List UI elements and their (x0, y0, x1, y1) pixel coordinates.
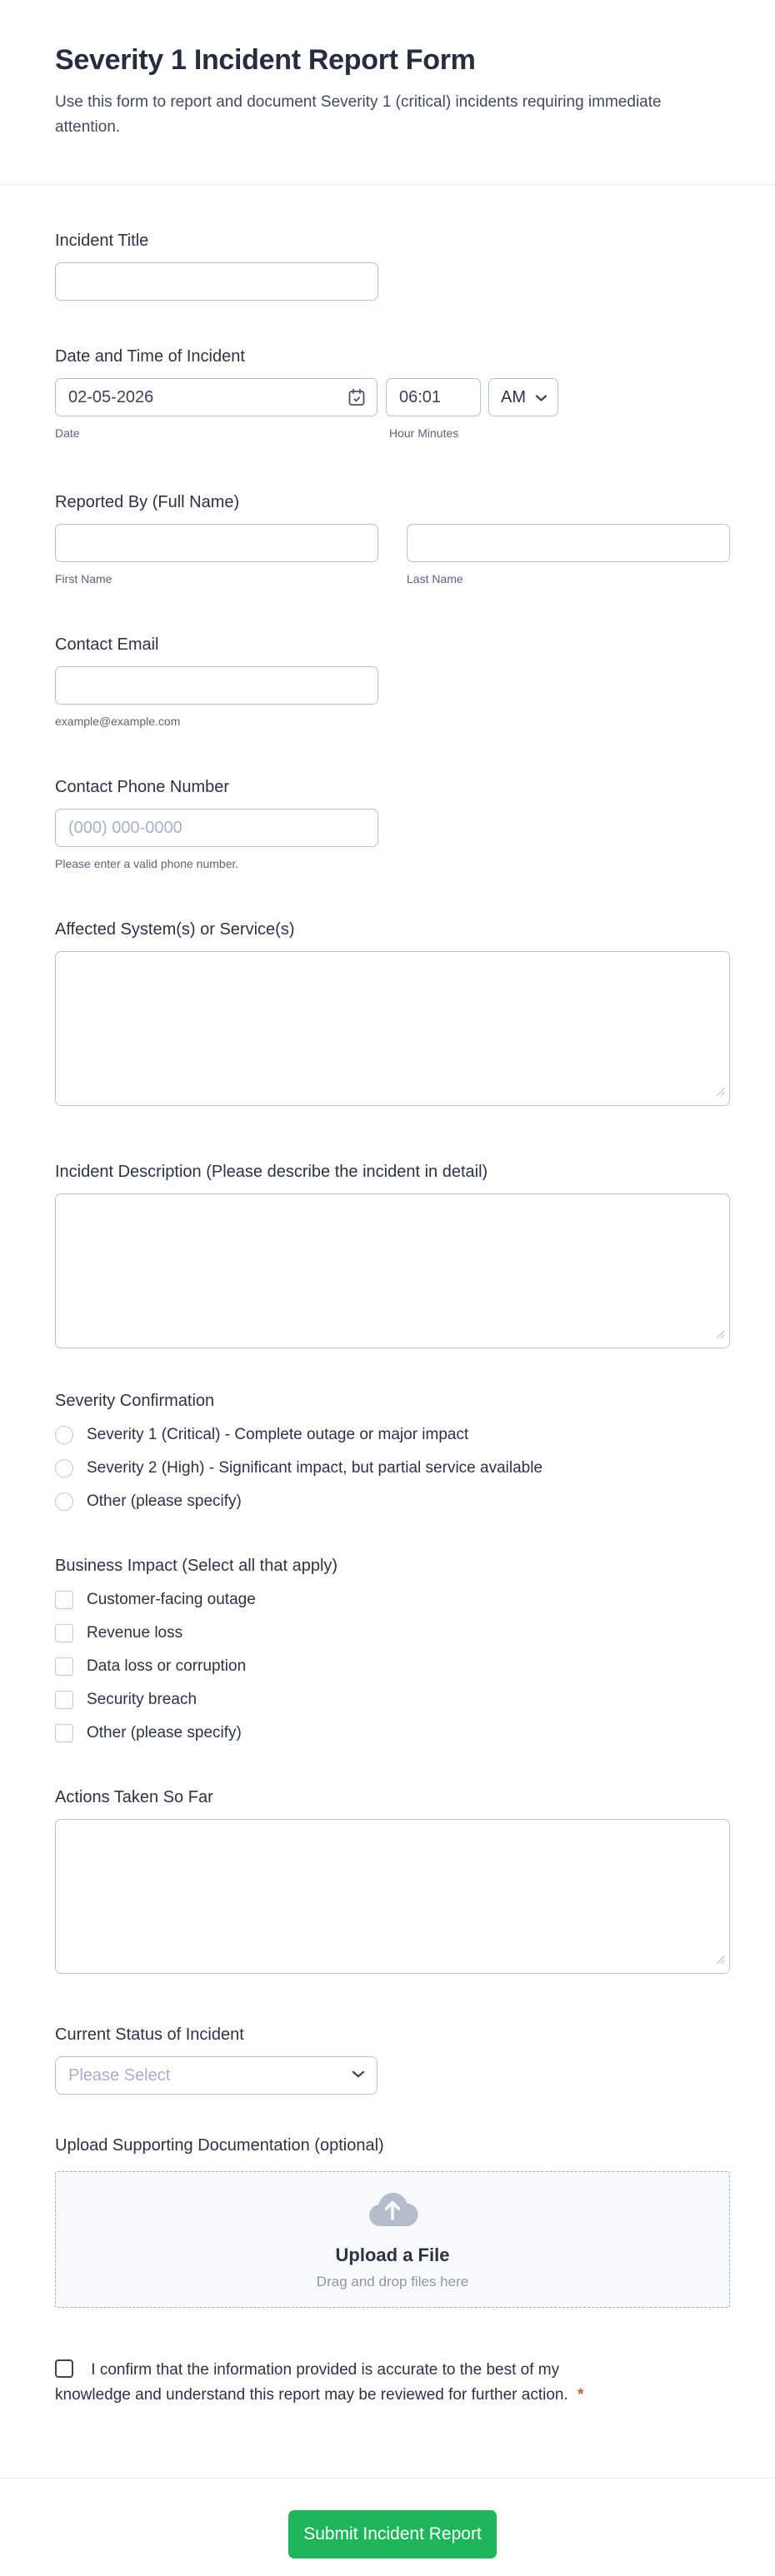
security-breach-checkbox[interactable] (55, 1691, 73, 1709)
first-name-wrap (55, 524, 378, 585)
question-datetime (55, 347, 730, 440)
question-affected-systems (55, 920, 730, 1106)
severity-other-radio[interactable] (55, 1492, 73, 1511)
current-status-label: Current Status of Incident (55, 2025, 244, 2044)
actions-taken-label: Actions Taken So Far (55, 1788, 213, 1806)
name-inputs-row (55, 524, 730, 585)
revenue-loss-checkbox[interactable] (55, 1624, 73, 1642)
question-incident-title (55, 232, 730, 301)
time-sublabel: Hour Minutes (389, 426, 459, 440)
contact-phone-sublabel: Please enter a valid phone number. (55, 857, 239, 870)
contact-email-input[interactable] (55, 666, 378, 705)
file-upload-dropzone[interactable] (55, 2171, 730, 2308)
contact-phone-label: Contact Phone Number (55, 778, 230, 796)
severity-label: Severity Confirmation (55, 1392, 215, 1410)
question-actions-taken (55, 1788, 730, 1974)
question-severity (55, 1392, 730, 1512)
confirmation-text-line2: knowledge and understand this report may be reviewed for further action. * (55, 2386, 584, 2404)
business-impact-option-label: Other (please specify) (87, 1724, 242, 1741)
affected-systems-label: Affected System(s) or Service(s) (55, 920, 295, 939)
cloud-upload-icon (365, 2189, 420, 2233)
incident-description-label: Incident Description (Please describe the incident in detail) (55, 1163, 488, 1181)
datetime-label: Date and Time of Incident (55, 347, 245, 366)
severity-option-label: Severity 2 (High) - Significant impact, but partial service available (87, 1459, 543, 1477)
datetime-sublabels (55, 426, 730, 440)
business-impact-option-label: Revenue loss (87, 1624, 183, 1642)
severity-option-row (55, 1458, 730, 1478)
current-status-select[interactable] (55, 2056, 378, 2095)
business-impact-option-row (55, 1723, 730, 1743)
actions-taken-textarea-wrap (55, 1819, 730, 1974)
severity-option-label: Other (please specify) (87, 1492, 242, 1510)
business-impact-option-row (55, 1623, 730, 1643)
footer-divider (0, 2478, 775, 2479)
severity-2-radio[interactable] (55, 1459, 73, 1477)
contact-email-sublabel: example@example.com (55, 715, 181, 728)
reported-by-label: Reported By (Full Name) (55, 493, 240, 511)
business-impact-option-label: Customer-facing outage (87, 1591, 256, 1608)
severity-option-row (55, 1492, 730, 1512)
chevron-down-icon (535, 388, 548, 407)
question-business-impact (55, 1557, 730, 1743)
confirmation-statement (55, 2358, 713, 2408)
question-current-status (55, 2025, 730, 2095)
other-impact-checkbox[interactable] (55, 1724, 73, 1742)
last-name-sublabel: Last Name (407, 572, 463, 585)
incident-title-input[interactable] (55, 262, 378, 301)
actions-taken-textarea[interactable] (55, 1819, 730, 1974)
form-header (0, 0, 775, 185)
first-name-sublabel: First Name (55, 572, 112, 585)
upload-hint-text: Drag and drop files here (316, 2274, 469, 2290)
incident-description-textarea-wrap (55, 1193, 730, 1348)
contact-email-label: Contact Email (55, 635, 159, 654)
business-impact-label: Business Impact (Select all that apply) (55, 1557, 338, 1575)
severity-option-label: Severity 1 (Critical) - Complete outage or major impact (87, 1426, 469, 1443)
required-asterisk: * (578, 2386, 584, 2404)
business-impact-option-row (55, 1657, 730, 1677)
meridiem-value: AM (501, 387, 526, 406)
confirmation-text-line1: I confirm that the information provided is accurate to the best of my (91, 2361, 560, 2379)
question-upload (55, 2136, 730, 2308)
upload-label: Upload Supporting Documentation (optional) (55, 2136, 384, 2155)
data-loss-checkbox[interactable] (55, 1657, 73, 1676)
date-field-wrap (55, 378, 378, 416)
time-input[interactable] (386, 378, 481, 416)
business-impact-option-row (55, 1590, 730, 1610)
chevron-down-icon (352, 2068, 365, 2083)
business-impact-option-row (55, 1690, 730, 1710)
business-impact-option-label: Data loss or corruption (87, 1657, 247, 1675)
severity-option-row (55, 1425, 730, 1445)
contact-phone-input[interactable] (55, 809, 378, 847)
customer-facing-outage-checkbox[interactable] (55, 1591, 73, 1609)
business-impact-option-label: Security breach (87, 1691, 198, 1708)
question-reported-by (55, 493, 730, 585)
submit-incident-report-button[interactable]: Submit Incident Report (288, 2510, 497, 2559)
current-status-placeholder: Please Select (68, 2065, 171, 2085)
last-name-wrap (407, 524, 730, 585)
incident-description-textarea[interactable] (55, 1193, 730, 1348)
meridiem-select[interactable] (488, 378, 558, 416)
last-name-input[interactable] (407, 524, 730, 562)
page-title: Severity 1 Incident Report Form (55, 44, 476, 76)
form-subtitle: Use this form to report and document Severity 1 (critical) incidents requiring immediate attention. (55, 93, 662, 136)
affected-systems-textarea-wrap (55, 951, 730, 1106)
question-contact-email (55, 635, 730, 728)
first-name-input[interactable] (55, 524, 378, 562)
date-input[interactable] (55, 378, 378, 416)
incident-title-label: Incident Title (55, 232, 149, 250)
affected-systems-textarea[interactable] (55, 951, 730, 1106)
form-body (0, 232, 775, 2559)
severity-1-radio[interactable] (55, 1426, 73, 1444)
question-contact-phone (55, 778, 730, 870)
datetime-row (55, 378, 730, 416)
question-incident-description (55, 1163, 730, 1348)
upload-button-text: Upload a File (335, 2245, 450, 2265)
date-sublabel: Date (55, 426, 80, 440)
confirmation-checkbox[interactable] (55, 2359, 73, 2378)
